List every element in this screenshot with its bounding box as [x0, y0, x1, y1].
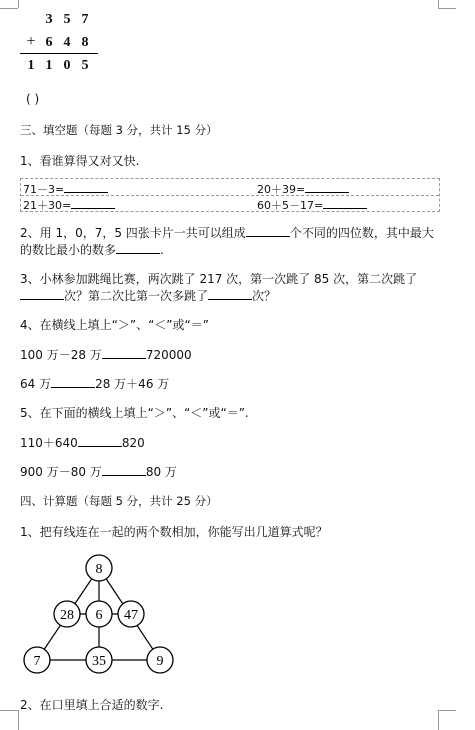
calc-cell-3: 21＋30=: [23, 197, 115, 213]
answer-blank[interactable]: [208, 289, 252, 300]
q4-a: 100 万－28 万 720000: [20, 348, 192, 362]
node-bottom-right: [147, 647, 173, 673]
calc-cell-4: 60＋5－17=: [257, 197, 367, 213]
q4-text: 4、在横线上填上“＞”、“＜”或“＝”: [20, 318, 209, 332]
s4-q1-text: 1、把有线连在一起的两个数相加，你能写出几道算式呢？: [20, 525, 328, 539]
answer-blank[interactable]: [71, 198, 115, 209]
answer-paren: ( ): [26, 92, 40, 106]
addend-1: 3 5 7: [45, 12, 89, 27]
svg-text:7: 7: [33, 654, 41, 669]
q2-line1: 2、用 1，0，7，5 四张卡片一共可以组成 个不同的四位数，其中最大: [20, 226, 434, 240]
answer-blank[interactable]: [323, 198, 367, 209]
calc-cell-2: 20＋39=: [257, 181, 349, 197]
node-bottom-mid: [86, 647, 112, 673]
answer-blank[interactable]: [116, 243, 160, 254]
node-left-mid: [54, 601, 80, 627]
sum-line: [20, 53, 98, 54]
answer-blank[interactable]: [102, 348, 146, 359]
node-bottom-left: [24, 647, 50, 673]
number-triangle-diagram: [18, 552, 178, 682]
answer-blank[interactable]: [64, 182, 108, 193]
svg-text:6: 6: [95, 608, 103, 623]
q5-a: 110＋640 820: [20, 436, 145, 450]
node-top: [86, 555, 112, 581]
answer-blank[interactable]: [78, 436, 122, 447]
q4-b: 64 万 28 万＋46 万: [20, 377, 170, 391]
svg-text:8: 8: [95, 562, 103, 577]
svg-text:28: 28: [60, 608, 74, 623]
calc-cell-1: 71－3=: [23, 181, 108, 197]
svg-text:47: 47: [124, 608, 138, 623]
answer-blank[interactable]: [51, 377, 95, 388]
q3-line2: 次？第二次比第一次多跳了 次？: [20, 287, 276, 304]
answer-blank[interactable]: [102, 465, 146, 476]
answer-blank[interactable]: [305, 182, 349, 193]
svg-text:35: 35: [92, 654, 106, 669]
answer-blank[interactable]: [246, 226, 290, 237]
answer-blank[interactable]: [20, 289, 64, 300]
addend-2: + 6 4 8: [26, 33, 89, 50]
q3-line1: 3、小林参加跳绳比赛，两次跳了 217 次，第一次跳了 85 次，第二次跳了: [20, 272, 418, 286]
sum-result: 1 1 0 5: [27, 58, 89, 73]
node-right-mid: [118, 601, 144, 627]
node-center: [86, 601, 112, 627]
calc-table: [20, 178, 440, 212]
q1-text: 1、看谁算得又对又快.: [20, 154, 140, 168]
svg-text:9: 9: [156, 654, 164, 669]
s4-q2-text: 2、在口里填上合适的数字.: [20, 698, 164, 712]
q5-text: 5、在下面的横线上填上“＞”、“＜”或“＝”.: [20, 406, 249, 420]
q2-line2: 的数比最小的数多 .: [20, 243, 164, 257]
q5-b: 900 万－80 万 80 万: [20, 465, 177, 479]
section3-heading: 三、填空题（每题 3 分，共计 15 分）: [20, 123, 218, 137]
section4-heading: 四、计算题（每题 5 分，共计 25 分）: [20, 494, 218, 508]
